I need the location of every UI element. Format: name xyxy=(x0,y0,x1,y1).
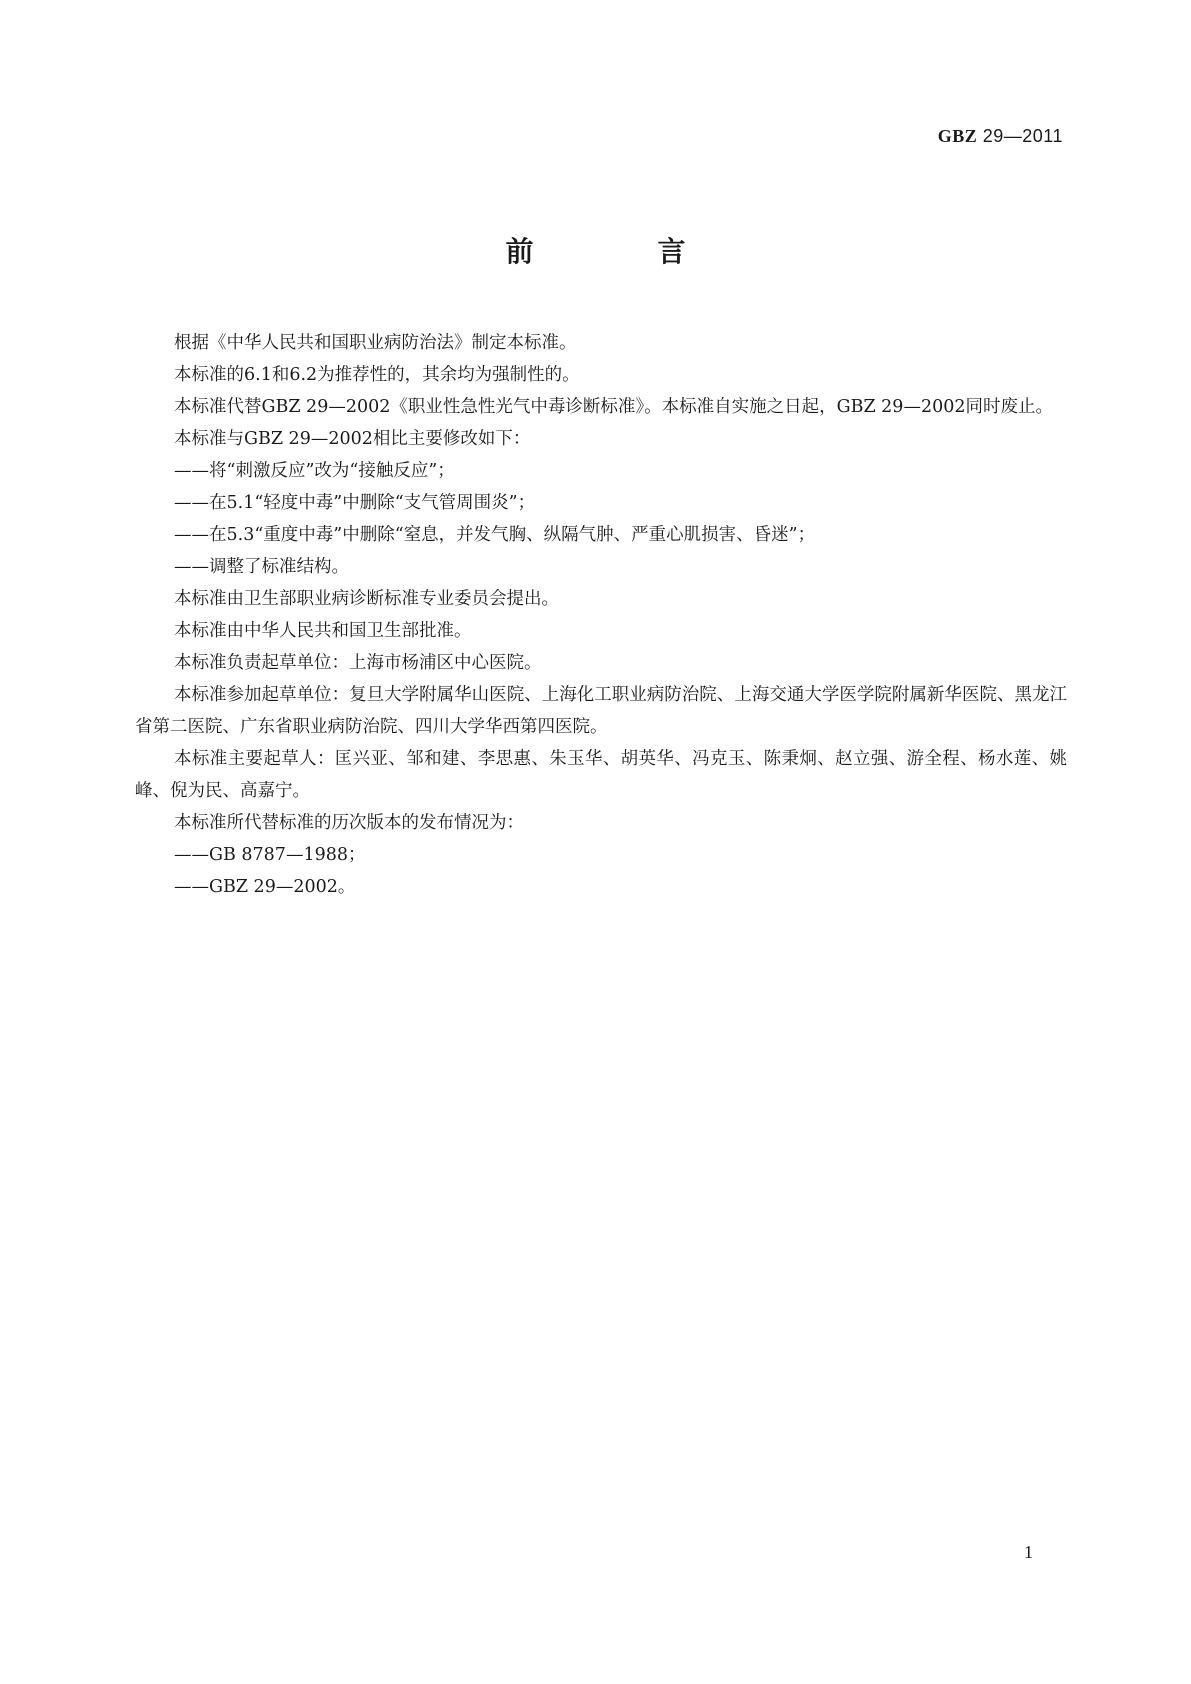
paragraph-previous-versions: 本标准所代替标准的历次版本的发布情况为： xyxy=(174,813,524,833)
paragraph-recommended-clauses: 本标准的6.1和6.2为推荐性的，其余均为强制性的。 xyxy=(174,365,580,385)
standard-code-number: 29—2011 xyxy=(982,126,1063,146)
standard-code-prefix: GBZ xyxy=(937,126,978,146)
list-item-change: ——调整了标准结构。 xyxy=(174,557,349,577)
list-item-change: ——将“刺激反应”改为“接触反应”； xyxy=(174,461,455,481)
list-item-change: ——在5.3“重度中毒”中删除“窒息，并发气胸、纵隔气肿、严重心肌损害、昏迷”； xyxy=(174,525,816,545)
paragraph-proposed-by: 本标准由卫生部职业病诊断标准专业委员会提出。 xyxy=(174,589,559,609)
paragraph-law-basis: 根据《中华人民共和国职业病防治法》制定本标准。 xyxy=(174,333,577,353)
paragraph-drafters: 本标准主要起草人：匡兴亚、邹和建、李思惠、朱玉华、胡英华、冯克玉、陈秉炯、赵立强、游全程、杨水莲、姚峰、倪为民、高嘉宁。 xyxy=(135,749,1067,801)
list-item-version: ——GBZ 29—2002。 xyxy=(174,877,356,897)
foreword-body xyxy=(135,327,1067,903)
paragraph-changes-intro: 本标准与GBZ 29—2002相比主要修改如下： xyxy=(174,429,531,449)
paragraph-drafting-unit: 本标准负责起草单位：上海市杨浦区中心医院。 xyxy=(174,653,542,673)
list-item-version: ——GB 8787—1988； xyxy=(174,845,366,865)
paragraph-approved-by: 本标准由中华人民共和国卫生部批准。 xyxy=(174,621,472,641)
page-number: 1 xyxy=(1024,1542,1033,1562)
standard-code xyxy=(938,126,1063,147)
page-title: 前 言 xyxy=(505,235,734,268)
paragraph-replaces: 本标准代替GBZ 29—2002《职业性急性光气中毒诊断标准》。本标准自实施之日起，GBZ 29—2002同时废止。 xyxy=(174,397,1053,417)
list-item-change: ——在5.1“轻度中毒”中删除“支气管周围炎”； xyxy=(174,493,536,513)
paragraph-participating-units: 本标准参加起草单位：复旦大学附属华山医院、上海化工职业病防治院、上海交通大学医学院附属新华医院、黑龙江省第二医院、广东省职业病防治院、四川大学华西第四医院。 xyxy=(135,685,1067,737)
